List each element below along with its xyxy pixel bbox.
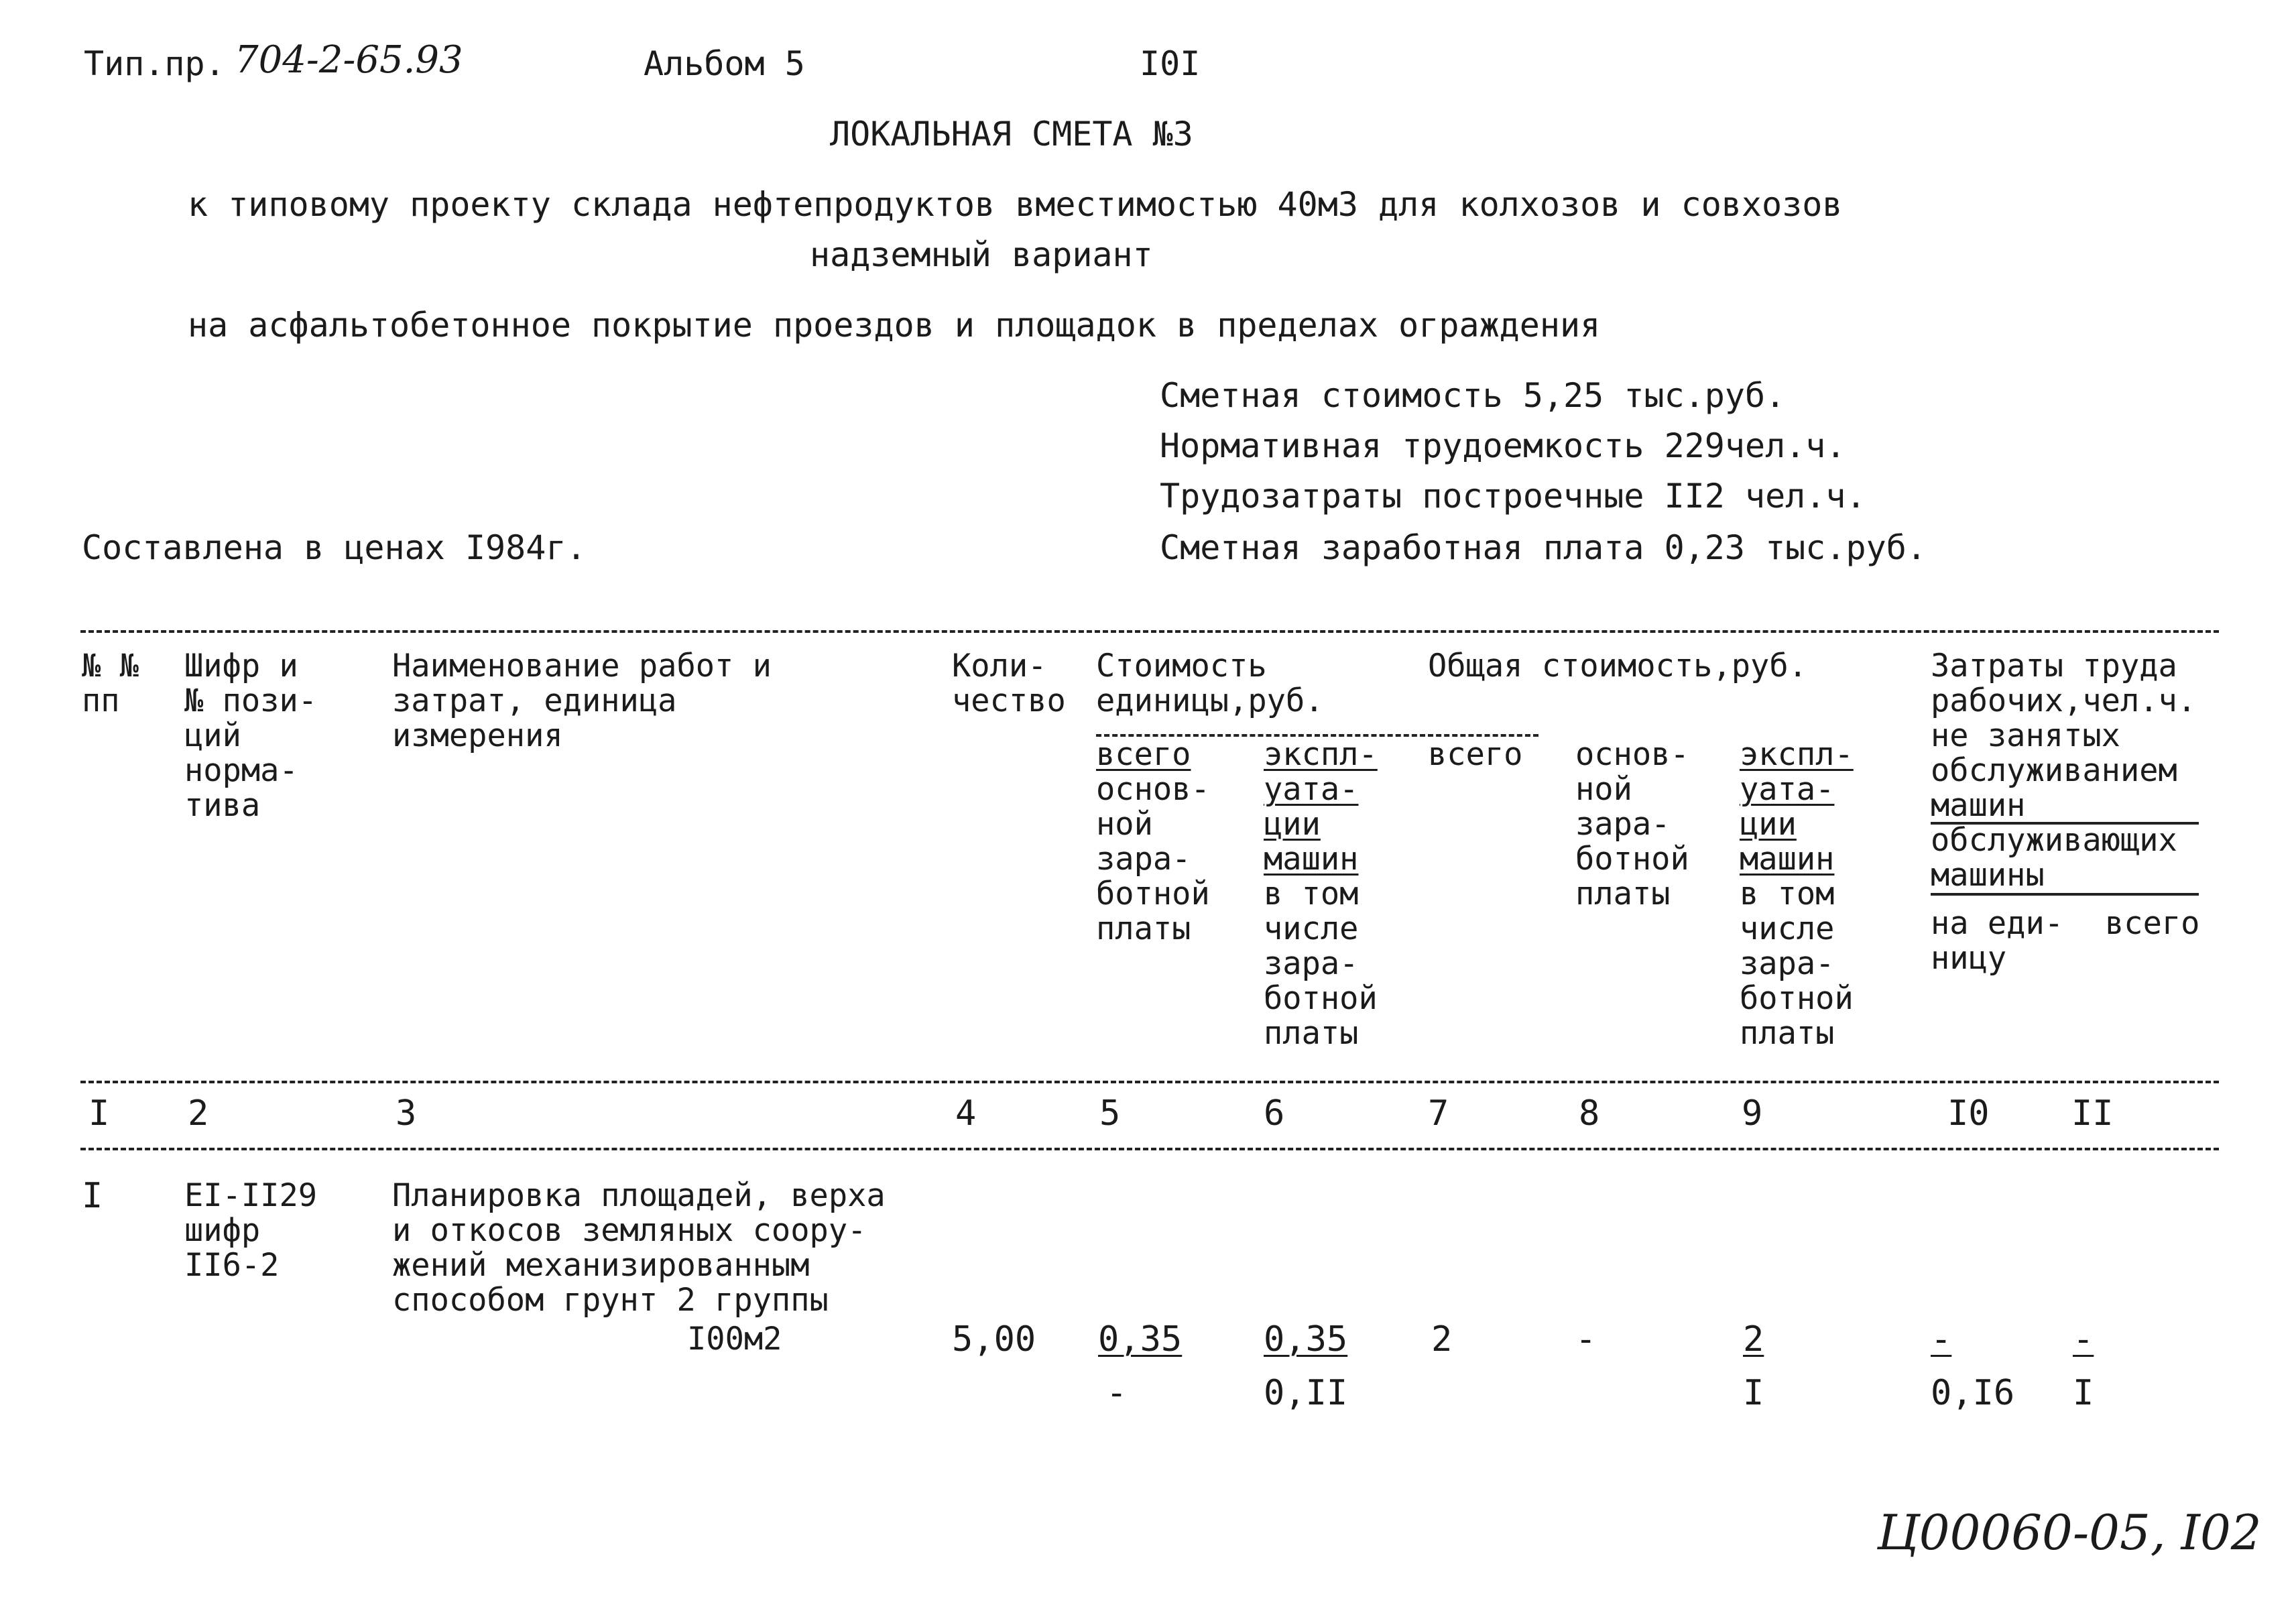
header-labor: Затраты труда рабочих,чел.ч. не занятых обслуживанием машин	[1931, 648, 2197, 824]
row-unit-machines: 0,35	[1264, 1319, 1348, 1360]
row-code: EI-II29 шифр II6-2	[184, 1177, 318, 1284]
header-row-number: № № пп	[82, 648, 139, 719]
row-unit-machines-wage: 0,II	[1264, 1373, 1348, 1413]
column-number: 9	[1742, 1093, 1763, 1134]
header-total-machines-wage: в том числе зара- ботной платы	[1740, 876, 1854, 1052]
row-unit-total: 0,35	[1098, 1319, 1183, 1360]
column-number: 7	[1428, 1093, 1449, 1134]
header-unit-machines-wage: в том числе зара- ботной платы	[1264, 876, 1378, 1052]
row-labor-all-top: -	[2073, 1319, 2094, 1360]
header-total-all: всего	[1428, 736, 1523, 773]
estimate-title: ЛОКАЛЬНАЯ СМЕТА №3	[830, 115, 1193, 154]
table-top-rule	[80, 630, 2219, 633]
header-bottom-rule	[80, 1081, 2219, 1083]
header-total-wage: основ- ной зара- ботной платы	[1575, 736, 1689, 912]
album-label: Альбом 5	[644, 44, 805, 83]
row-labor-per-unit-top: -	[1931, 1319, 1952, 1360]
header-unit-cost: Стоимость единицы,руб.	[1096, 648, 1324, 719]
estimated-wage: Сметная заработная плата 0,23 тыс.руб.	[1160, 528, 1927, 567]
header-unit-wage: основ- ной зара- ботной платы	[1096, 771, 1210, 947]
row-labor-all: I	[2073, 1373, 2094, 1413]
header-work-name: Наименование работ и затрат, единица измерения	[392, 648, 772, 754]
price-basis: Составлена в ценах I984г.	[82, 528, 587, 567]
row-unit: I00м2	[687, 1321, 782, 1358]
column-number: I	[88, 1093, 110, 1134]
column-number: 2	[188, 1093, 209, 1134]
header-total-machines: экспл- уата- ции машин	[1740, 736, 1854, 878]
row-labor-per-unit: 0,I6	[1931, 1373, 2015, 1413]
estimate-subtitle: к типовому проекту склада нефтепродуктов вместимостью 40м3 для колхозов и совхозов	[188, 185, 1843, 224]
header-unit-total: всего	[1096, 736, 1191, 773]
header-labor-all: всего	[2105, 905, 2200, 942]
header-labor-per-unit: на еди- ницу	[1931, 905, 2064, 977]
estimated-cost: Сметная стоимость 5,25 тыс.руб.	[1160, 376, 1786, 415]
column-number: I0	[1947, 1093, 1990, 1134]
row-total-machines: 2	[1743, 1319, 1764, 1360]
header-quantity: Коли- чество	[952, 648, 1066, 719]
header-total-cost: Общая стоимость,руб.	[1428, 648, 1807, 684]
column-number: 3	[396, 1093, 417, 1134]
estimate-scope: на асфальтобетонное покрытие проездов и площадок в пределах ограждения	[188, 306, 1601, 345]
row-total-wage: -	[1575, 1319, 1597, 1360]
type-project-label: Тип.пр.	[84, 44, 225, 83]
site-labor: Трудозатраты построечные II2 чел.ч.	[1160, 477, 1866, 516]
header-labor-rule-2	[1931, 893, 2199, 896]
column-number: 8	[1579, 1093, 1600, 1134]
column-number: 6	[1264, 1093, 1285, 1134]
column-number: II	[2071, 1093, 2114, 1134]
header-labor-machines: обслуживающих машины	[1931, 822, 2177, 894]
row-total-machines-wage: I	[1743, 1373, 1764, 1413]
row-quantity: 5,00	[952, 1319, 1036, 1360]
header-unit-machines: экспл- уата- ции машин	[1264, 736, 1378, 878]
row-work-name: Планировка площадей, верха и откосов земляных соору- жений механизированным способом грунт 2 группы	[392, 1177, 886, 1319]
column-number: 5	[1099, 1093, 1121, 1134]
normative-labor: Нормативная трудоемкость 229чел.ч.	[1160, 426, 1846, 465]
row-number: I	[82, 1176, 103, 1216]
column-numbers-rule	[80, 1148, 2219, 1150]
row-unit-wage: -	[1106, 1373, 1128, 1413]
row-total-all: 2	[1431, 1319, 1453, 1360]
estimate-variant: надземный вариант	[810, 235, 1153, 274]
page-number: I0I	[1140, 44, 1201, 83]
document-stamp: Ц00060-05, I02	[1877, 1504, 2262, 1561]
header-code: Шифр и № пози- ций норма- тива	[184, 648, 318, 824]
type-project-number: 704-2-65.93	[235, 38, 463, 82]
column-number: 4	[955, 1093, 977, 1134]
